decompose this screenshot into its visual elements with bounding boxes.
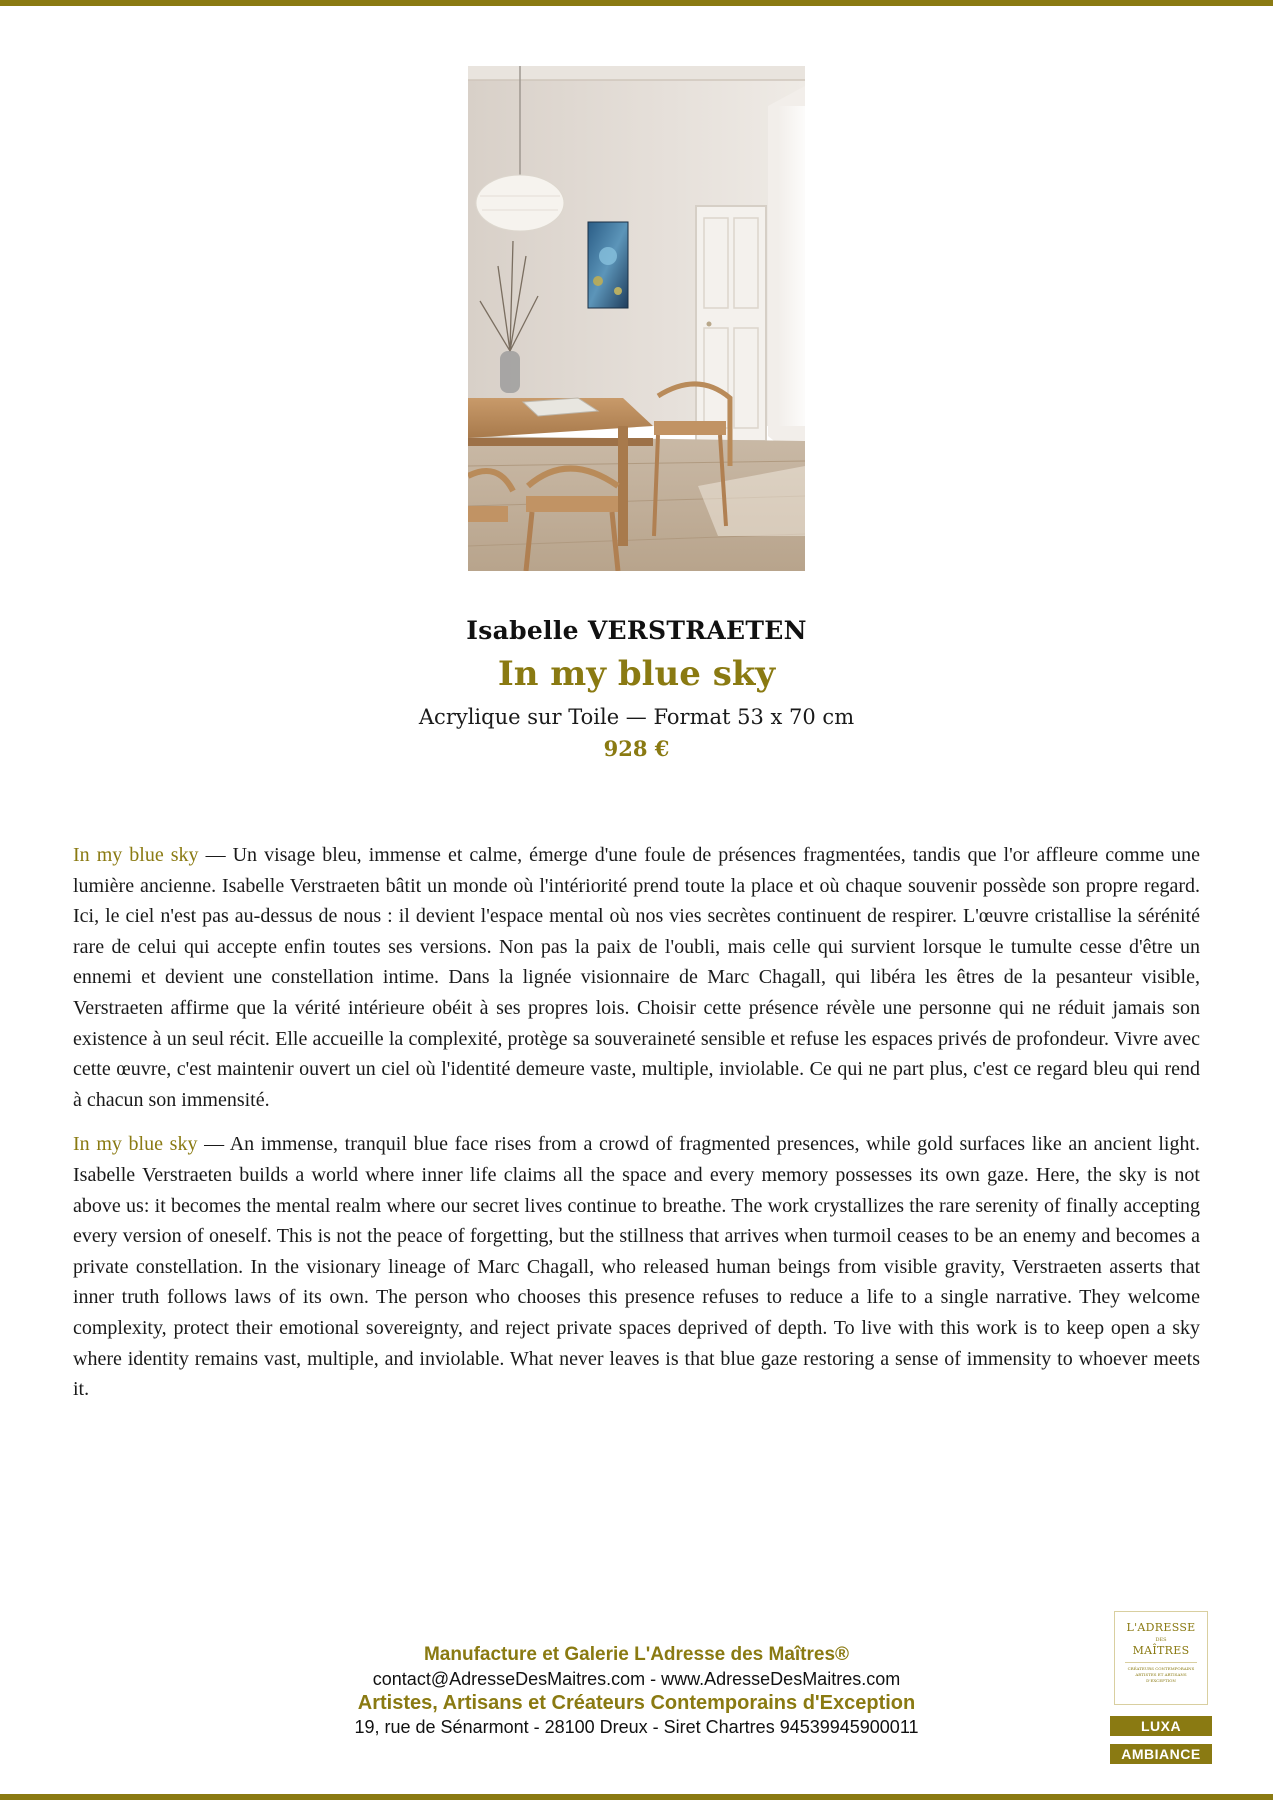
- artwork-room-image: [468, 66, 805, 571]
- bottom-accent-bar: [0, 1794, 1273, 1800]
- gallery-logo: [1114, 1611, 1208, 1705]
- description-section: [73, 840, 1200, 1419]
- artwork-price: 928 €: [603, 736, 670, 761]
- footer-address: 19, rue de Sénarmont - 28100 Dreux - Siret Chartres 94539945900011: [354, 1717, 919, 1737]
- tag-ambiance: AMBIANCE: [1110, 1744, 1212, 1764]
- artwork-header: [0, 614, 1273, 764]
- description-fr-text: — Un visage bleu, immense et calme, émerge d'une foule de présences fragmentées, tandis que l'or affleure comme une lumière ancienne. Isabelle Verstraeten bâtit un monde où l'intériorité prend toute la place et où chaque souvenir possède son propre regard. Ici, le ciel n'est pas au-dessus de nous : il devient l'espace mental où nos vies secrètes continuent de respirer. L'œuvre cristallise la sérénité rare de celui qui accepte enfin toutes ses versions. Non pas la paix de l'oubli, mais celle qui survient lorsque le tumulte cesse d'être un ennemi et devient une constellation intime. Dans la lignée visionnaire de Marc Chagall, qui libéra les êtres de la pesanteur visible, Verstraeten affirme que la vérité intérieure obéit à ses propres lois. Choisir cette présence révèle une personne qui ne réduit jamais son existence à un seul récit. Elle accueille la complexité, protège sa souveraineté sensible et refuse les espaces privés de profondeur. Vivre avec cette œuvre, c'est maintenir ouvert un ciel où l'identité demeure vaste, multiple, inviolable. Ce qui ne part plus, c'est ce regard bleu qui rend à chacun son immensité.: [73, 844, 1200, 1111]
- logo-line-1: L'ADRESSE: [1126, 1621, 1196, 1634]
- description-fr-lead: In my blue sky: [73, 844, 199, 866]
- logo-divider: [1125, 1662, 1197, 1663]
- tag-luxa: LUXA: [1110, 1716, 1212, 1736]
- footer: [0, 1643, 1273, 1739]
- artwork-medium-format: Acrylique sur Toile — Format 53 x 70 cm: [418, 705, 855, 729]
- description-en: [73, 1129, 1200, 1404]
- description-en-lead: In my blue sky: [73, 1133, 198, 1156]
- logo-line-3: MAÎTRES: [1132, 1644, 1190, 1657]
- description-fr: [73, 840, 1200, 1115]
- top-accent-bar: [0, 0, 1273, 6]
- logo-line-2: DES: [1155, 1637, 1167, 1643]
- description-en-text: — An immense, tranquil blue face rises from a crowd of fragmented presences, while gold surfaces like an ancient light. Isabelle Verstraeten builds a world where inner life claims all the space and every memory possesses its own gaze. Here, the sky is not above us: it becomes the mental realm where our secret lives continue to breathe. The work crystallizes the rare serenity of finally accepting every version of oneself. This is not the peace of forgetting, but the stillness that arrives when turmoil ceases to be an enemy and becomes a private constellation. In the visionary lineage of Marc Chagall, who released human beings from visible gravity, Verstraeten asserts that inner truth follows laws of its own. The person who chooses this presence refuses to reduce a life to a single narrative. They welcome complexity, protect their emotional sovereignty, and reject private spaces deprived of depth. To live with this work is to keep open a sky where identity remains vast, multiple, and inviolable. What never leaves is that blue gaze restoring a sense of immensity to whoever meets it.: [73, 1133, 1200, 1401]
- logo-line-4: CRÉATEURS CONTEMPORAINS ARTISTES ET ARTISANS D'EXCEPTION: [1127, 1666, 1195, 1683]
- footer-company: Manufacture et Galerie L'Adresse des Maîtres®: [423, 1644, 850, 1665]
- footer-contact: contact@AdresseDesMaitres.com - www.AdresseDesMaitres.com: [372, 1669, 901, 1689]
- artist-name: Isabelle VERSTRAETEN: [466, 616, 807, 645]
- artwork-title: In my blue sky: [497, 654, 776, 694]
- footer-tagline: Artistes, Artisans et Créateurs Contemporains d'Exception: [357, 1692, 916, 1714]
